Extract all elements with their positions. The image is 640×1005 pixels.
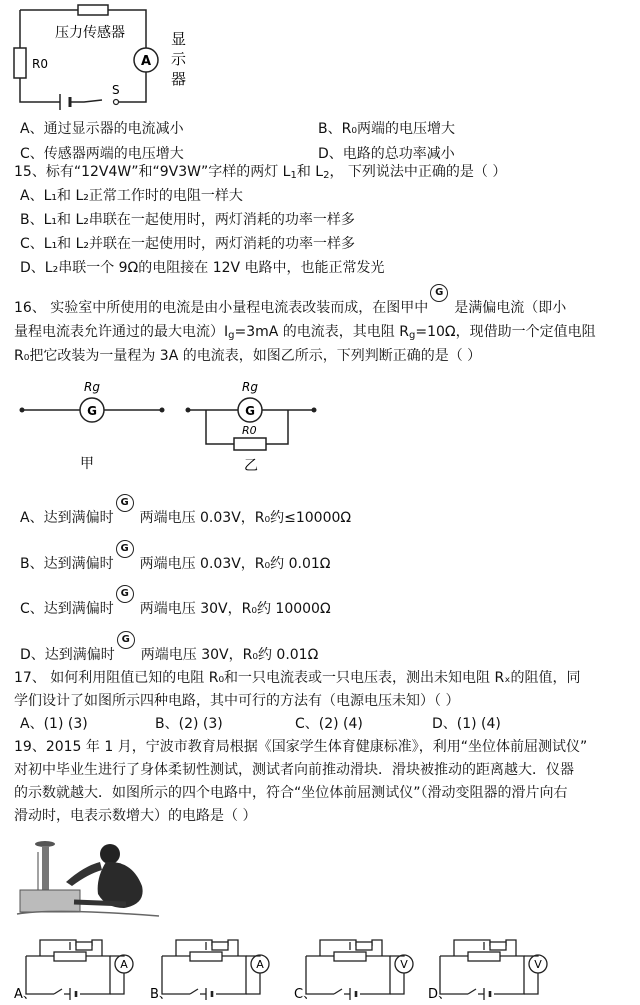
meter-symbol: V	[534, 958, 542, 971]
svg-text:R0: R0	[32, 57, 48, 71]
circuit-option-0[interactable]	[14, 940, 133, 1002]
circuit-option-2[interactable]	[294, 940, 413, 1002]
q17-stem-line2: 学们设计了如图所示四种电路，其中可行的方法有（电源电压未知）（ ）	[14, 693, 460, 709]
pressure-sensor-resistor	[78, 5, 108, 15]
svg-text:示: 示	[171, 50, 187, 68]
galvanometer-icon: G	[115, 645, 141, 659]
option-label: A、	[14, 987, 36, 1002]
switch	[334, 989, 342, 994]
q15-option-a[interactable]: A、L₁和 L₂正常工作时的电阻一样大	[20, 188, 243, 204]
r0-resistor	[234, 438, 266, 450]
option-label: D、	[428, 987, 452, 1002]
option-b[interactable]: B、R₀两端的电压增大	[318, 121, 455, 137]
sliding-rheostat	[54, 952, 86, 961]
pressure-sensor-circuit	[8, 2, 198, 114]
figure-yi-circuit	[186, 372, 336, 472]
r0-resistor	[14, 48, 26, 78]
svg-text:S: S	[112, 83, 120, 97]
switch	[468, 989, 476, 994]
svg-text:A: A	[140, 54, 152, 69]
q19-stem-line2: 对初中毕业生进行了身体柔韧性测试，测试者向前推动滑块．滑块被推动的距离越大．仪器	[14, 762, 574, 778]
svg-text:乙: 乙	[244, 458, 258, 474]
option-label: C、	[294, 987, 317, 1002]
sit-and-reach-illustration	[14, 838, 164, 920]
sliding-rheostat	[190, 952, 222, 961]
svg-text:G: G	[245, 404, 255, 418]
svg-text:Rg: Rg	[84, 380, 100, 394]
q15-option-b[interactable]: B、L₁和 L₂串联在一起使用时，两灯消耗的功率一样多	[20, 212, 355, 228]
q19-stem-line1: 19、2015 年 1 月，宁波市教育局根据《国家学生体育健康标准》，利用“坐位体前屈测试仪”	[14, 739, 588, 755]
switch	[190, 989, 198, 994]
q19-circuit-options	[14, 928, 542, 1002]
q19-stem-line3: 的示数就越大．如图所示的四个电路中，符合“坐位体前屈测试仪”（滑动变阻器的滑片向右	[14, 785, 568, 801]
fixed-resistor	[212, 942, 228, 950]
meter-symbol: A	[120, 958, 128, 971]
meter-symbol: A	[256, 958, 264, 971]
q17-option-a[interactable]: A、(1) (3)	[20, 716, 88, 732]
q17-option-b[interactable]: B、(2) (3)	[155, 716, 223, 732]
meter-symbol: V	[400, 958, 408, 971]
circuit-option-1[interactable]	[150, 940, 269, 1002]
q15-option-c[interactable]: C、L₁和 L₂并联在一起使用时，两灯消耗的功率一样多	[20, 236, 356, 252]
circuit-option-3[interactable]	[428, 940, 547, 1002]
svg-text:R0: R0	[242, 424, 257, 437]
q16-option-d[interactable]: D、达到满偏时 G 两端电压 30V，R₀约 0.01Ω	[20, 645, 318, 665]
q15-option-d[interactable]: D、L₂串联一个 9Ω的电阻接在 12V 电路中，也能正常发光	[20, 260, 385, 276]
q17-option-c[interactable]: C、(2) (4)	[295, 716, 363, 732]
fixed-resistor	[356, 942, 372, 950]
option-d[interactable]: D、电路的总功率减小	[318, 146, 455, 162]
option-a[interactable]: A、通过显示器的电流减小	[20, 121, 184, 137]
q19-stem-line4: 滑动时，电表示数增大）的电路是（ ）	[14, 808, 257, 824]
sliding-rheostat	[334, 952, 366, 961]
svg-text:G: G	[87, 404, 97, 418]
option-c[interactable]: C、传感器两端的电压增大	[20, 146, 184, 162]
sliding-rheostat	[468, 952, 500, 961]
q16-option-c[interactable]: C、达到满偏时 G 两端电压 30V，R₀约 10000Ω	[20, 599, 331, 619]
q17-stem-line1: 17、 如何利用阻值已知的电阻 R₀和一只电流表或一只电压表，测出未知电阻 Rₓ的阻值，同	[14, 670, 581, 686]
galvanometer-icon: G	[114, 599, 140, 613]
q16-option-b[interactable]: B、达到满偏时 G 两端电压 0.03V，R₀约 0.01Ω	[20, 554, 330, 574]
fixed-resistor	[490, 942, 506, 950]
galvanometer-icon: G	[114, 554, 140, 568]
svg-text:Rg: Rg	[242, 380, 258, 394]
figure-jia-circuit	[20, 372, 170, 472]
switch	[54, 989, 62, 994]
q16-stem-line1: 16、 实验室中所使用的电流是由小量程电流表改装而成，在图甲中 G 是满偏电流（即小	[14, 298, 566, 318]
svg-text:甲: 甲	[80, 456, 94, 472]
svg-text:显: 显	[171, 30, 187, 48]
svg-text:压力传感器: 压力传感器	[55, 25, 125, 41]
q16-stem-line2: 量程电流表允许通过的最大电流）$I_g=3mA$ 的电流表，其电阻 $R_g=10\Omega$，现借助一个定值电阻	[14, 324, 596, 341]
q16-option-a[interactable]: A、达到满偏时 G 两端电压 0.03V，R₀约≤10000Ω	[20, 508, 351, 528]
option-label: B、	[150, 987, 172, 1002]
svg-text:器: 器	[171, 70, 187, 88]
q17-option-d[interactable]: D、(1) (4)	[432, 716, 501, 732]
galvanometer-icon: G	[428, 298, 454, 312]
q16-stem-line3: R₀把它改装为一量程为 3A 的电流表，如图乙所示，下列判断正确的是（ ）	[14, 348, 482, 364]
galvanometer-icon: G	[114, 508, 140, 522]
fixed-resistor	[76, 942, 92, 950]
q15-stem: 15、标有“12V4W”和“9V3W”字样的两灯 $L_1$和 $L_2$， 下列说法中正确的是（ ）	[14, 164, 507, 181]
